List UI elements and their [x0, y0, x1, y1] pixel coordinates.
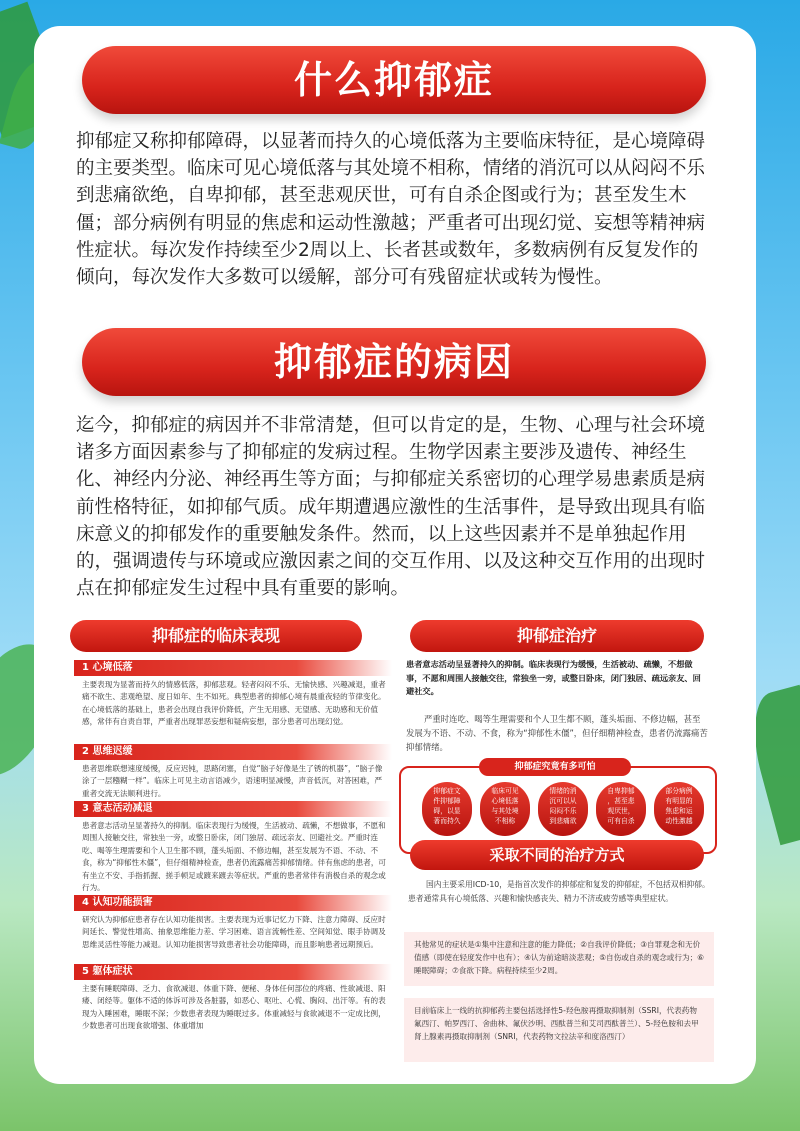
clinical-section-body: 主要有睡眠障碍、乏力、食欲减退、体重下降、便秘、身体任何部位的疼痛、性欲减退、阳痿、闭经等。躯体不适的体诉可涉及各脏器，如恶心、呕吐、心慌、胸闷、出汗等。有的表现为入睡困难，睡眠不深；少数患者表现为睡眠过多。体重减轻与食欲减退不一定成比例，少数患者可出现食欲增强、体重增加 — [82, 984, 386, 1031]
symptoms-infobox: 其他常见的症状是①集中注意和注意的能力降低；②自我评价降低；③自罪观念和无价值感（即使在轻度发作中也有）；④认为前途暗淡悲观；⑤自伤或自杀的观念或行为；⑥睡眠障碍；⑦食欲下降。病程持续至少2周。 — [404, 932, 714, 986]
clinical-title-banner: 抑郁症的临床表现 — [70, 620, 362, 652]
clinical-section — [74, 801, 392, 894]
harm-point: 自卑抑郁 ，甚至悲 观厌世， 可有自杀 — [596, 782, 646, 836]
clinical-section-title: 3 意志活动减退 — [74, 801, 392, 817]
content-card — [34, 26, 756, 1084]
clinical-section — [74, 744, 392, 800]
treatment-bold-intro: 患者意志活动呈显著持久的抑制。临床表现行为缓慢，生活被动、疏懒，不想做事，不愿和周围人接触交往，常独坐一旁，或整日卧床，闭门独居、疏远亲友、回避社交。 — [406, 659, 701, 696]
clinical-section — [74, 660, 392, 729]
clinical-section-title: 4 认知功能损害 — [74, 895, 392, 911]
depression-causes-text: 迄今，抑郁症的病因并不非常清楚，但可以肯定的是，生物、心理与社会环境诸多方面因素参与了抑郁症的发病过程。生物学因素主要涉及遗传、神经生化、神经内分泌、神经再生等方面；与抑郁症关系密切的心理学易患素质是病前性格特征，如抑郁气质。成年期遭遇应激性的生活事件，是导致出现具有临床意义的抑郁发作的重要触发条件。然而，以上这些因素并不是单独起作用的，强调遗传与环境或应激因素之间的交互作用、以及这种交互作用的出现时点在抑郁症发生过程中具有重要的影响。 — [76, 415, 706, 600]
treatment-paragraph: 严重时连吃、喝等生理需要和个人卫生都不顾，蓬头垢面、不修边幅，甚至发展为不语、不动、不食，称为“抑郁性木僵”，但仔细精神检查，患者仍流露痛苦抑郁情绪。 — [406, 714, 708, 752]
treatment-title-banner: 抑郁症治疗 — [410, 620, 704, 652]
clinical-section — [74, 895, 392, 951]
clinical-section-body: 研究认为抑郁症患者存在认知功能损害。主要表现为近事记忆力下降、注意力障碍、反应时间延长、警觉性增高、抽象思维能力差、学习困难、语言流畅性差、空间知觉、眼手协调及思维灵活性等能力减退。认知功能损害导致患者社会功能障碍，而且影响患者远期预后。 — [82, 915, 386, 949]
what-is-depression-text: 抑郁症又称抑郁障碍，以显著而持久的心境低落为主要临床特征，是心境障碍的主要类型。临床可见心境低落与其处境不相称，情绪的消沉可以从闷闷不乐到悲痛欲绝，自卑抑郁，甚至悲观厌世，可有自杀企图或行为；甚至发生木僵；部分病例有明显的焦虑和运动性激越；严重者可出现幻觉、妄想等精神病性症状。每次发作持续至少2周以上、长者甚或数年，多数病例有反复发作的倾向，每次发作大多数可以缓解，部分可有残留症状或转为慢性。 — [76, 131, 706, 289]
banner-what-is-depression: 什么抑郁症 — [82, 46, 706, 114]
harm-point: 情绪的消 沉可以从 闷闷不乐 到悲痛欲 — [538, 782, 588, 836]
clinical-section-title: 5 躯体症状 — [74, 964, 392, 980]
methods-paragraph: 国内主要采用ICD-10，是指首次发作的抑郁症和复发的抑郁症，不包括双相抑郁。患者通常具有心境低落、兴趣和愉快感丧失、精力不济或疲劳感等典型症状。 — [408, 880, 710, 903]
harm-point: 部分病例 有明显的 焦虑和运 动性激越 — [654, 782, 704, 836]
drug-infobox: 目前临床上一线的抗抑郁药主要包括选择性5-羟色胺再摄取抑制剂（SSRI，代表药物氟西汀、帕罗西汀、舍曲林、氟伏沙明、西酞普兰和艾司西酞普兰）、5-羟色胺和去甲肾上腺素再摄取抑制剂（SNRI，代表药物文拉法辛和度洛西汀） — [404, 998, 714, 1062]
harm-point: 抑郁症文 件抑郁障 碍，以显 著而持久 — [422, 782, 472, 836]
methods-title-banner: 采取不同的治疗方式 — [410, 840, 704, 870]
clinical-section-body: 患者思维联想速度缓慢，反应迟钝，思路闭塞，自觉“脑子好像是生了锈的机器”，“脑子像涂了一层糨糊一样”。临床上可见主动言语减少，语速明显减慢，声音低沉，对答困难，严重者交流无法顺利进行。 — [82, 764, 383, 798]
harm-point: 临床可见 心境低落 与其处境 不相称 — [480, 782, 530, 836]
clinical-section-title: 2 思维迟缓 — [74, 744, 392, 760]
harm-title: 抑郁症究竟有多可怕 — [479, 758, 631, 776]
clinical-section-title: 1 心境低落 — [74, 660, 392, 676]
clinical-section — [74, 964, 392, 1033]
clinical-section-body: 患者意志活动呈显著持久的抑制。临床表现行为缓慢，生活被动、疏懒，不想做事，不愿和周围人接触交往，常独坐一旁，或整日卧床，闭门独居、疏远亲友、回避社交。严重时连吃、喝等生理需要和个人卫生都不顾，蓬头垢面、不修边幅，甚至发展为不语、不动、不食，称为“抑郁性木僵”，但仔细精神检查，患者仍流露痛苦抑郁情绪。伴有焦虑的患者，可有坐立不安、手指抓握、搓手顿足或踱来踱去等症状。严重的患者常伴有消极自杀的观念或行为。 — [82, 821, 387, 893]
banner-depression-causes: 抑郁症的病因 — [82, 328, 706, 396]
clinical-section-body: 主要表现为显著而持久的情感低落，抑郁悲观。轻者闷闷不乐、无愉快感、兴趣减退，重者痛不欲生、悲观绝望、度日如年、生不如死。典型患者的抑郁心境有晨重夜轻的节律变化。在心境低落的基础上，患者会出现自我评价降低，产生无用感、无望感、无助感和无价值感，常伴有自责自罪，严重者出现罪恶妄想和疑病妄想，部分患者可出现幻觉。 — [82, 680, 386, 727]
